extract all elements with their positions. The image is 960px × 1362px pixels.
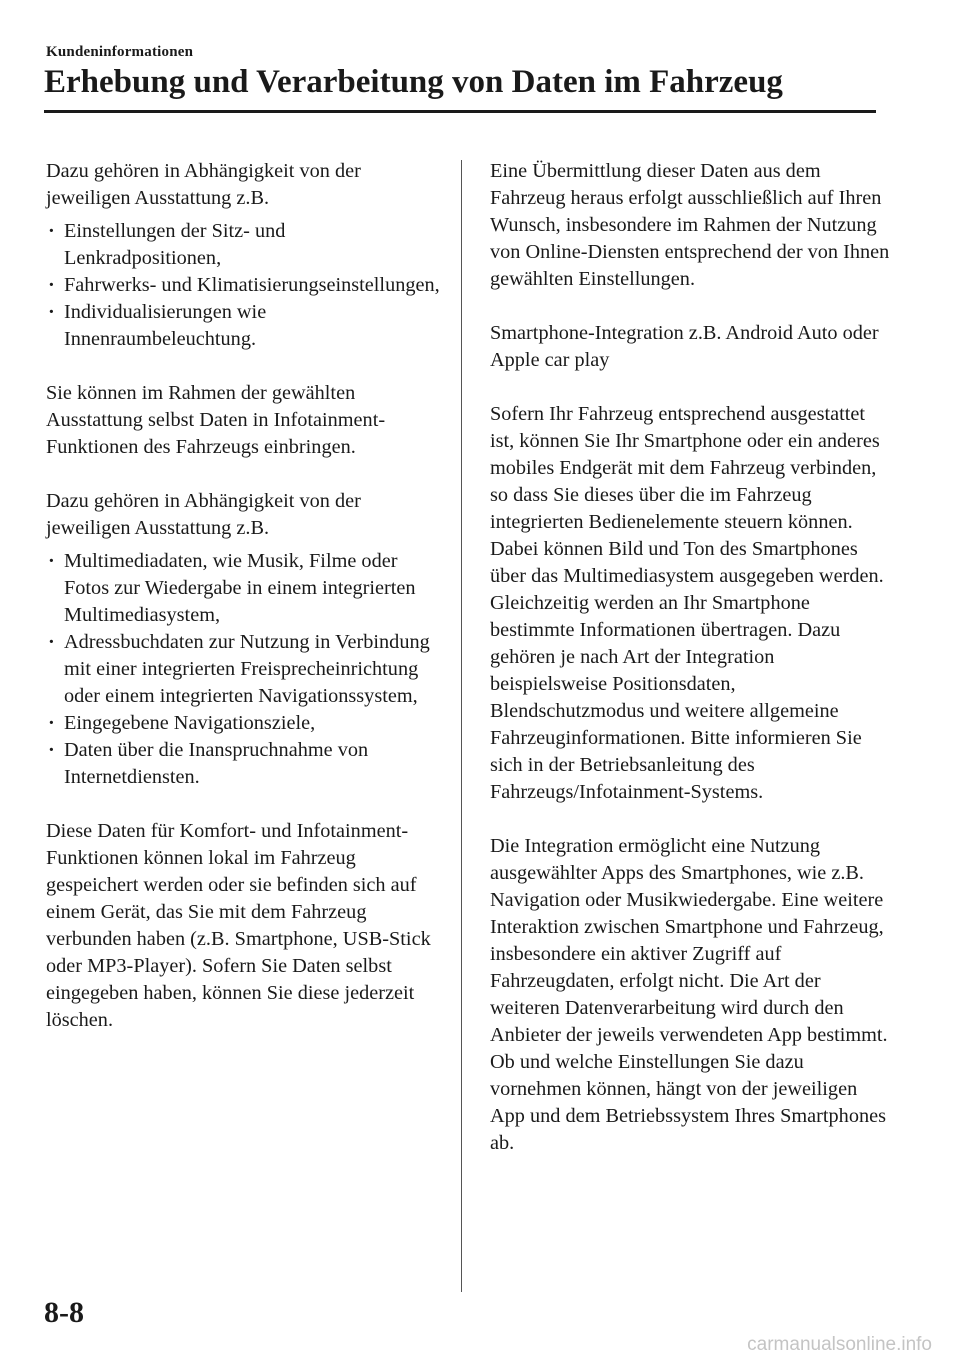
left-column [46, 158, 446, 1061]
list-item: · Daten über die Inanspruchnahme von Internetdiensten. [46, 737, 446, 791]
list-item: · Eingegebene Navigationsziele, [46, 710, 446, 737]
section-label: Kundeninformationen [46, 44, 194, 60]
list-item: · Individualisierungen wie Innenraumbeleuchtung. [46, 299, 446, 353]
bullet-list [46, 218, 446, 353]
paragraph: Dazu gehören in Abhängigkeit von der jeweiligen Ausstattung z.B. [46, 490, 361, 539]
page-number: 8-8 [44, 1296, 84, 1329]
paragraph: Dazu gehören in Abhängigkeit von der jeweiligen Ausstattung z.B. [46, 160, 361, 209]
title-divider [44, 110, 876, 113]
list-item: · Einstellungen der Sitz- und Lenkradpositionen, [46, 218, 446, 272]
watermark: carmanualsonline.info [747, 1334, 932, 1355]
paragraph: Sie können im Rahmen der gewählten Ausstattung selbst Daten in Infotainment-Funktionen des Fahrzeugs einbringen. [46, 382, 386, 458]
page-title: Erhebung und Verarbeitung von Daten im Fahrzeug [44, 64, 783, 100]
list-item: · Adressbuchdaten zur Nutzung in Verbindung mit einer integrierten Freisprecheinrichtung oder einem integrierten Navigationssystem, [46, 629, 446, 710]
paragraph: Sofern Ihr Fahrzeug entsprechend ausgestattet ist, können Sie Ihr Smartphone oder ein anderes mobiles Endgerät mit dem Fahrzeug verbinden, so dass Sie dieses über die im Fahrzeug integrierten Bedienelemente steuern können. Dabei können Bild und Ton des Smartphones über das Multimediasystem ausgegeben werden. Gleichzeitig werden an Ihr Smartphone bestimmte Informationen übertragen. Dazu gehören je nach Art der Integration beispielsweise Positionsdaten, Blendschutzmodus und weitere allgemeine Fahrzeuginformationen. Bitte informieren Sie sich in der Betriebsanleitung des Fahrzeugs/Infotainment-Systems. [490, 403, 884, 803]
list-item: · Fahrwerks- und Klimatisierungseinstellungen, [46, 272, 446, 299]
paragraph: Diese Daten für Komfort- und Infotainment-Funktionen können lokal im Fahrzeug gespeichert werden oder sie befinden sich auf einem Gerät, das Sie mit dem Fahrzeug verbunden haben (z.B. Smartphone, USB-Stick oder MP3-Player). Sofern Sie Daten selbst eingegeben haben, können Sie diese jederzeit löschen. [46, 820, 431, 1031]
paragraph: Eine Übermittlung dieser Daten aus dem Fahrzeug heraus erfolgt ausschließlich auf Ihren Wunsch, insbesondere im Rahmen der Nutzung von Online-Diensten entsprechend der von Ihnen gewählten Einstellungen. [490, 160, 890, 290]
right-column [490, 158, 890, 1184]
paragraph: Die Integration ermöglicht eine Nutzung ausgewählter Apps des Smartphones, wie z.B. Navigation oder Musikwiedergabe. Eine weitere Interaktion zwischen Smartphone und Fahrzeug, insbesondere ein aktiver Zugriff auf Fahrzeugdaten, erfolgt nicht. Die Art der weiteren Datenverarbeitung wird durch den Anbieter der jeweils verwendeten App bestimmt. Ob und welche Einstellungen Sie dazu vornehmen können, hängt von der jeweiligen App und dem Betriebssystem Ihres Smartphones ab. [490, 835, 888, 1154]
paragraph: Smartphone-Integration z.B. Android Auto oder Apple car play [490, 322, 879, 371]
bullet-list [46, 548, 446, 791]
column-divider [461, 160, 462, 1292]
list-item: · Multimediadaten, wie Musik, Filme oder Fotos zur Wiedergabe in einem integrierten Multimediasystem, [46, 548, 446, 629]
